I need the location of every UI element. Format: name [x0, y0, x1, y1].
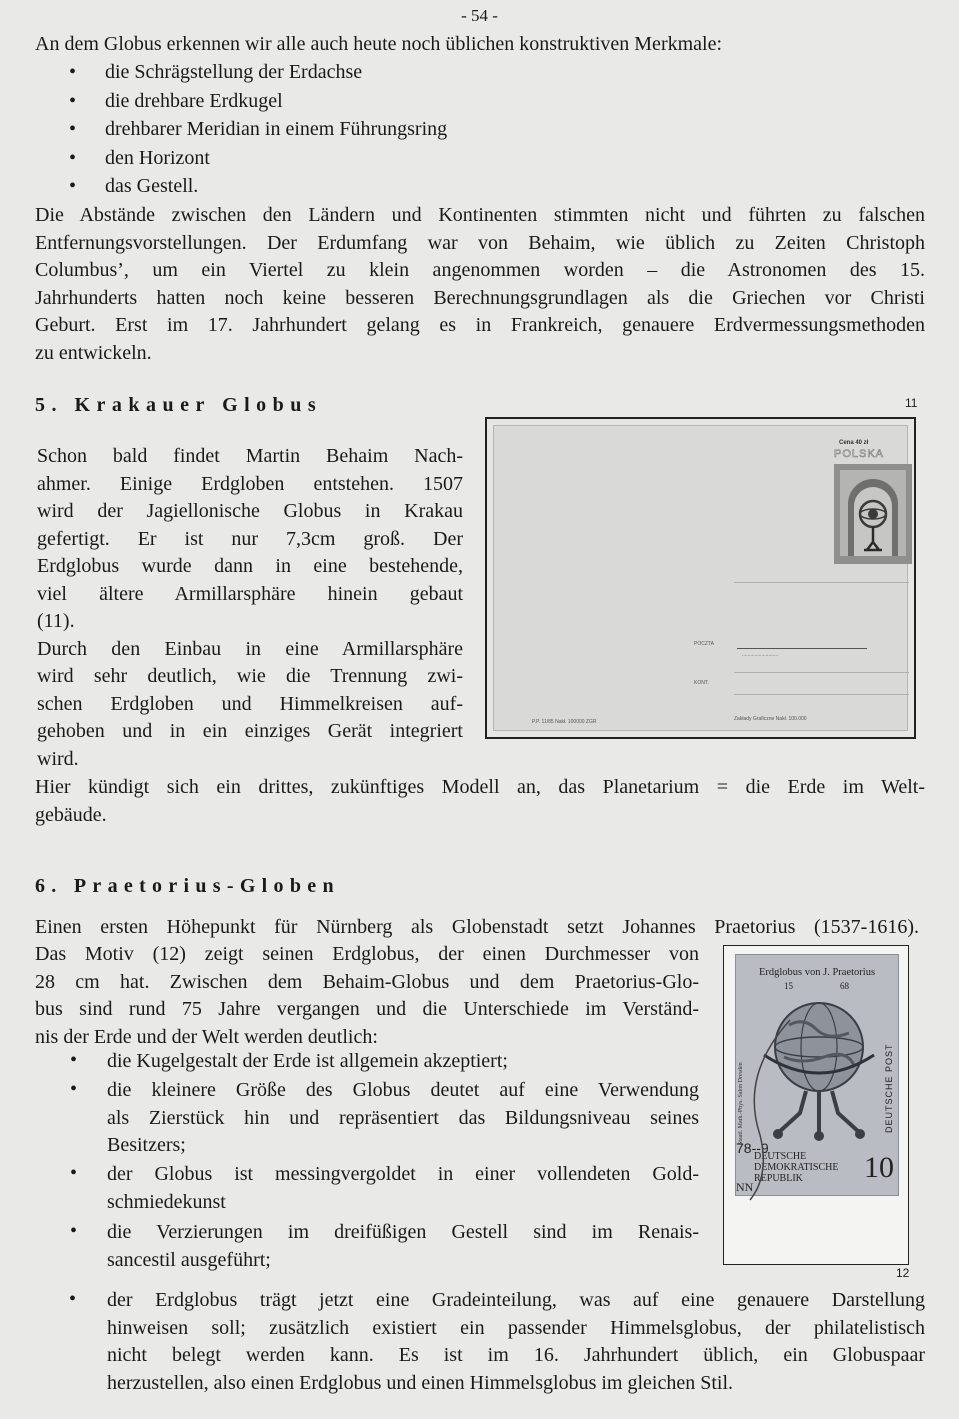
- text-line: Geburt. Erst im 17. Jahrhundert gelang es in Frankreich, genauere Erdvermessungsmethoden: [35, 314, 925, 336]
- page-number: - 54 -: [461, 6, 498, 25]
- text-line: als Zierstück hin und repräsentiert das Bildungsniveau seines: [107, 1106, 699, 1129]
- envelope-imprint-left: P.P. 11/85 Nakł. 100000 ZGR: [532, 719, 597, 725]
- text-line: Schon bald findet Martin Behaim Nach-: [37, 445, 463, 467]
- figure-11-envelope: [485, 417, 916, 739]
- paragraph-distances: [35, 202, 925, 367]
- address-line: [734, 582, 909, 583]
- paragraph-planetarium: [35, 774, 925, 829]
- list-item: [107, 1219, 699, 1274]
- stamp-year-left: 15: [784, 981, 793, 991]
- text-line: nis der Erde und der Welt werden deutlich:: [35, 1025, 378, 1048]
- section-heading-krakauer-globus: 5. Krakauer Globus: [35, 394, 323, 416]
- text-line: (11).: [37, 610, 75, 632]
- address-line: [734, 694, 909, 695]
- envelope-price: Cena 40 zł: [839, 440, 869, 446]
- envelope-stamp-armillary-image: [834, 464, 912, 564]
- postmark-arc: [730, 1015, 810, 1205]
- text-line: wird.: [37, 747, 79, 770]
- list-item: • das Gestell.: [35, 172, 915, 201]
- text-line: sancestil ausgeführt;: [107, 1248, 271, 1271]
- text-line: die Kugelgestalt der Erde ist allgemein akzeptiert;: [107, 1050, 508, 1072]
- postmark-date: 78--9: [736, 1140, 769, 1156]
- text-line: Durch den Einbau in eine Armillarsphäre: [37, 637, 463, 660]
- paragraph-krakau: [37, 443, 463, 773]
- envelope-imprint-right: Zakłady Graficzne Nakł. 100.000: [734, 716, 807, 722]
- text-line: gefertigt. Er ist nur 7,3cm groß. Der: [37, 527, 463, 550]
- text-line: Hier kündigt sich ein drittes, zukünftiges Modell an, das Planetarium = die Erde im Welt-: [35, 776, 925, 798]
- list-item: • die Schrägstellung der Erdachse: [35, 58, 915, 87]
- list-item: • drehbarer Meridian in einem Führungsring: [35, 115, 915, 144]
- figure-12-stamp-frame: [723, 945, 909, 1265]
- text-line: Jahrhunderts hatten noch keine besseren Berechnungsgrundlagen als die Griechen vor Christi: [35, 286, 925, 309]
- text-line: ahmer. Einige Erdgloben entstehen. 1507: [37, 472, 463, 495]
- text-line: schen Erdgloben und Himmelkreisen auf-: [37, 692, 463, 715]
- address-line: [734, 672, 909, 673]
- envelope-field-label: POCZTA: [694, 641, 714, 647]
- stamp-caption: Erdglobus von J. Praetorius: [758, 967, 876, 978]
- text-line: herzustellen, also einen Erdglobus und einen Himmelsglobus im gleichen Stil.: [107, 1371, 733, 1394]
- text-line: gebäude.: [35, 803, 107, 826]
- text-line: Columbus’, um ein Viertel zu klein angenommen worden – die Astronomen des 15.: [35, 259, 925, 281]
- envelope-country: POLSKA: [834, 448, 885, 460]
- text-line: bus sind rund 75 Jahre vergangen und die Unterschiede im Verständ-: [35, 998, 699, 1020]
- gdr-stamp: [735, 954, 899, 1196]
- list-item: [107, 1161, 699, 1216]
- stamp-country: DEUTSCHE DEMOKRATISCHE REPUBLIK: [754, 1151, 839, 1184]
- envelope-field-label: KONT.: [694, 680, 709, 686]
- feature-list: [35, 58, 915, 201]
- text-line: viel ältere Armillarsphäre hinein gebaut: [37, 582, 463, 605]
- text-line: nicht belegt werden kann. Es ist im 16. Jahrhundert üblich, ein Globuspaar: [107, 1344, 925, 1366]
- text-line: gehoben und in ein einziges Gerät integriert: [37, 720, 463, 742]
- text-line: zu entwickeln.: [35, 341, 152, 364]
- stamp-initials: NN: [736, 1180, 754, 1194]
- text-line: hinweisen soll; zusätzlich existiert ein passender Himmelsglobus, der philatelistisch: [107, 1316, 925, 1339]
- figure-number-12: 12: [896, 1266, 910, 1280]
- postcode-caption: ..........................: [742, 652, 779, 658]
- text-line: Erdglobus wurde dann in eine bestehende,: [37, 555, 463, 577]
- list-item: • den Horizont: [35, 144, 915, 173]
- stamp-value: 10: [864, 1151, 894, 1184]
- paragraph-praetorius: [35, 941, 699, 1051]
- section-heading-praetorius-globen: 6. Praetorius-Globen: [35, 875, 340, 897]
- text-line: wird sehr deutlich, wie die Trennung zwi-: [37, 665, 463, 687]
- text-line: wird der Jagiellonische Globus in Krakau: [37, 500, 463, 522]
- text-line: die kleinere Größe des Globus deutet auf eine Verwendung: [107, 1079, 699, 1101]
- figure-number-11: 11: [905, 396, 918, 410]
- text-line: die Verzierungen im dreifüßigen Gestell sind im Renais-: [107, 1221, 699, 1243]
- list-item: [107, 1287, 925, 1397]
- list-item: [107, 1048, 699, 1076]
- text-line: Besitzers;: [107, 1134, 186, 1156]
- list-item: [107, 1077, 699, 1160]
- intro-sentence: An dem Globus erkennen wir alle auch heute noch üblichen konstruktiven Merkmale:: [35, 33, 723, 55]
- text-line: schmiedekunst: [107, 1190, 226, 1213]
- stamp-year-right: 68: [840, 981, 849, 991]
- text-line: Die Abstände zwischen den Ländern und Kontinenten stimmten nicht und führten zu falschen: [35, 204, 925, 226]
- stamp-side-left: Staatl. Math.-Phys. Salon Dresden: [738, 1062, 744, 1145]
- postcode-line: [737, 648, 867, 649]
- text-line: Einen ersten Höhepunkt für Nürnberg als Globenstadt setzt Johannes Praetorius (1537-1616).: [35, 916, 919, 938]
- envelope-card: [493, 425, 908, 731]
- list-item: • die drehbare Erdkugel: [35, 87, 915, 116]
- text-line: Entfernungsvorstellungen. Der Erdumfang war von Behaim, wie üblich zu Zeiten Christoph: [35, 231, 925, 254]
- stamp-side-right: DEUTSCHE POST: [884, 1043, 894, 1133]
- text-line: Das Motiv (12) zeigt seinen Erdglobus, der einen Durchmesser von: [35, 943, 699, 965]
- text-line: der Erdglobus trägt jetzt eine Gradeinteilung, was auf eine genauere Darstellung: [107, 1289, 925, 1311]
- text-line: 28 cm hat. Zwischen dem Behaim-Globus und dem Praetorius-Glo-: [35, 970, 699, 993]
- text-line: der Globus ist messingvergoldet in einer vollendeten Gold-: [107, 1163, 699, 1185]
